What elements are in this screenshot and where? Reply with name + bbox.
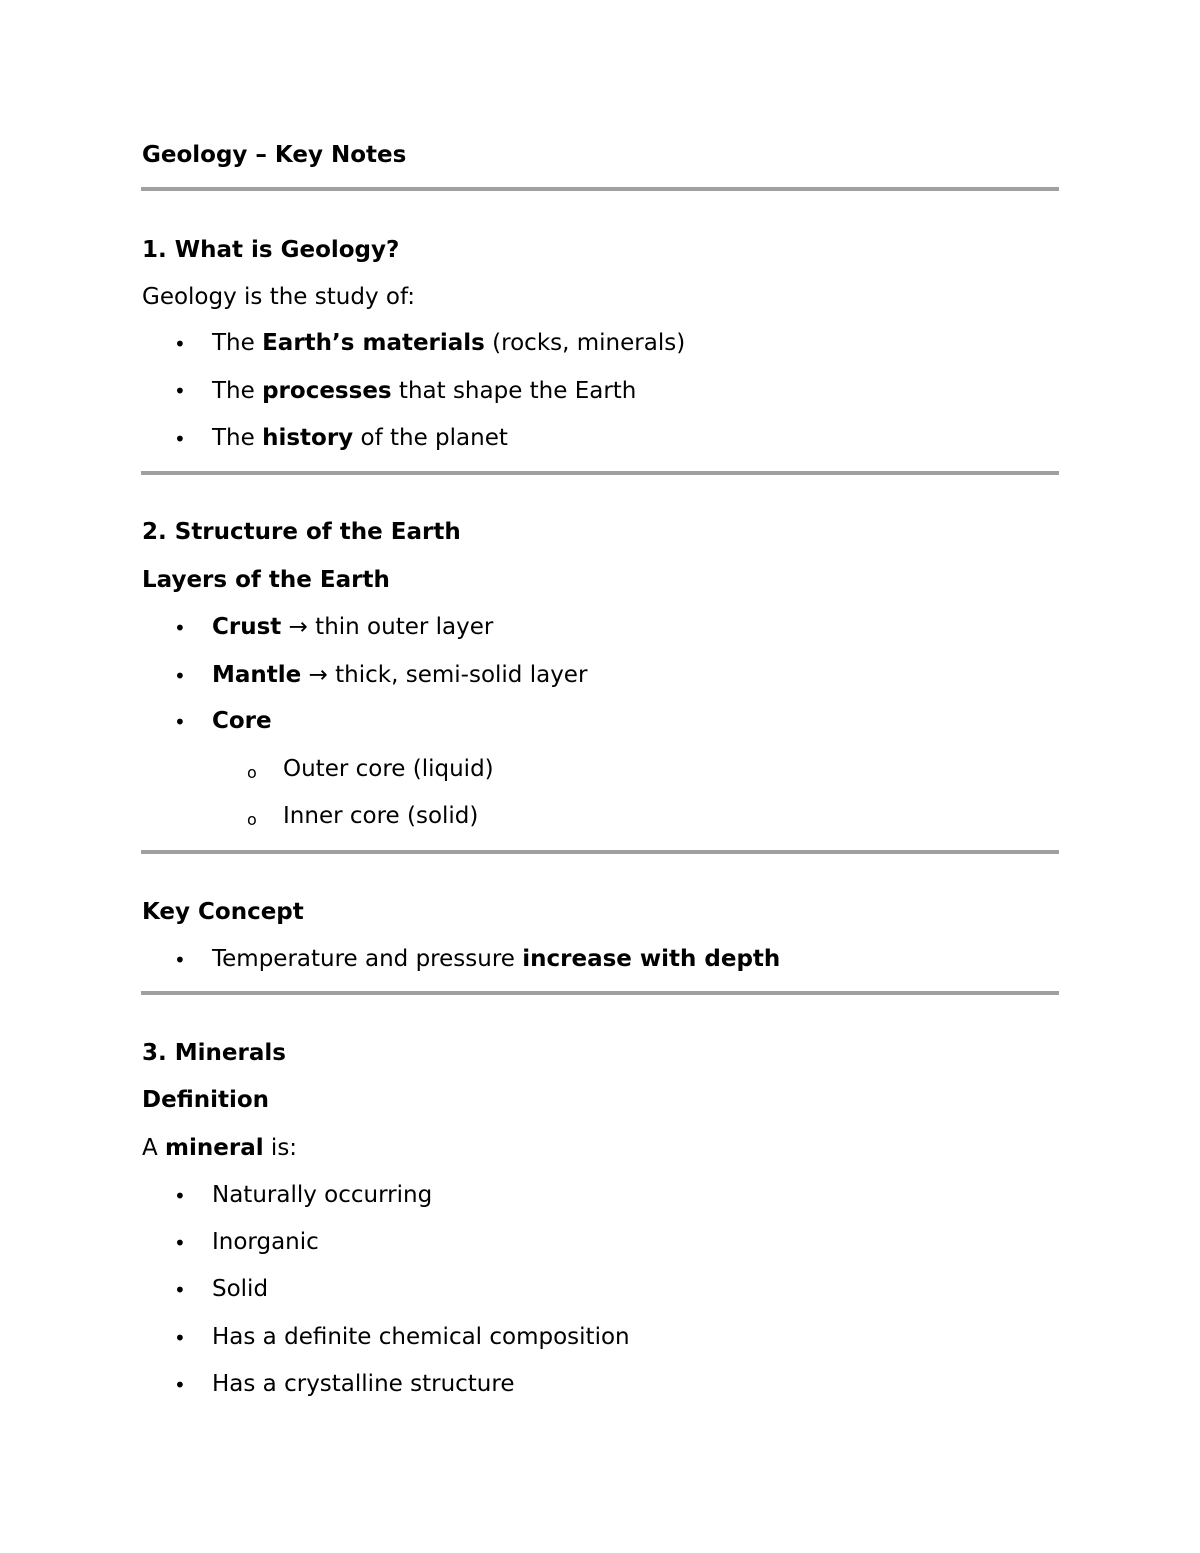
list-item: The Earth’s materials (rocks, minerals)	[212, 330, 686, 356]
bullet-icon: •	[174, 710, 186, 734]
bullet-icon: •	[174, 1231, 186, 1255]
sub-list-item: Outer core (liquid)	[283, 756, 494, 782]
bullet-icon: •	[174, 379, 186, 403]
section-heading: 3. Minerals	[142, 1040, 286, 1066]
list-item: Inorganic	[212, 1229, 319, 1255]
bullet-icon: •	[174, 664, 186, 688]
section-heading: 2. Structure of the Earth	[142, 519, 461, 545]
bullet-icon: •	[174, 1373, 186, 1397]
sub-bullet-icon: o	[247, 763, 257, 782]
bullet-icon: •	[174, 1326, 186, 1350]
section-heading: Key Concept	[142, 899, 304, 925]
bullet-icon: •	[174, 948, 186, 972]
bullet-icon: •	[174, 427, 186, 451]
list-item: Solid	[212, 1276, 269, 1302]
section-heading: 1. What is Geology?	[142, 237, 400, 263]
paragraph: A mineral is:	[142, 1135, 298, 1161]
list-item: Has a definite chemical composition	[212, 1324, 630, 1350]
horizontal-rule	[141, 991, 1059, 995]
bullet-icon: •	[174, 616, 186, 640]
subheading: Definition	[142, 1087, 270, 1113]
sub-bullet-icon: o	[247, 810, 257, 829]
horizontal-rule	[141, 850, 1059, 854]
list-item: Crust → thin outer layer	[212, 614, 494, 640]
list-item: Temperature and pressure increase with depth	[212, 946, 781, 972]
sub-list-item: Inner core (solid)	[283, 803, 479, 829]
bullet-icon: •	[174, 332, 186, 356]
list-item: Has a crystalline structure	[212, 1371, 515, 1397]
list-item: The history of the planet	[212, 425, 508, 451]
subheading: Layers of the Earth	[142, 567, 390, 593]
horizontal-rule	[141, 187, 1059, 191]
list-item: Mantle → thick, semi-solid layer	[212, 662, 588, 688]
list-item: Core	[212, 708, 272, 734]
horizontal-rule	[141, 471, 1059, 475]
document-title: Geology – Key Notes	[142, 142, 407, 168]
paragraph: Geology is the study of:	[142, 284, 415, 310]
list-item: Naturally occurring	[212, 1182, 433, 1208]
bullet-icon: •	[174, 1184, 186, 1208]
bullet-icon: •	[174, 1278, 186, 1302]
list-item: The processes that shape the Earth	[212, 378, 637, 404]
